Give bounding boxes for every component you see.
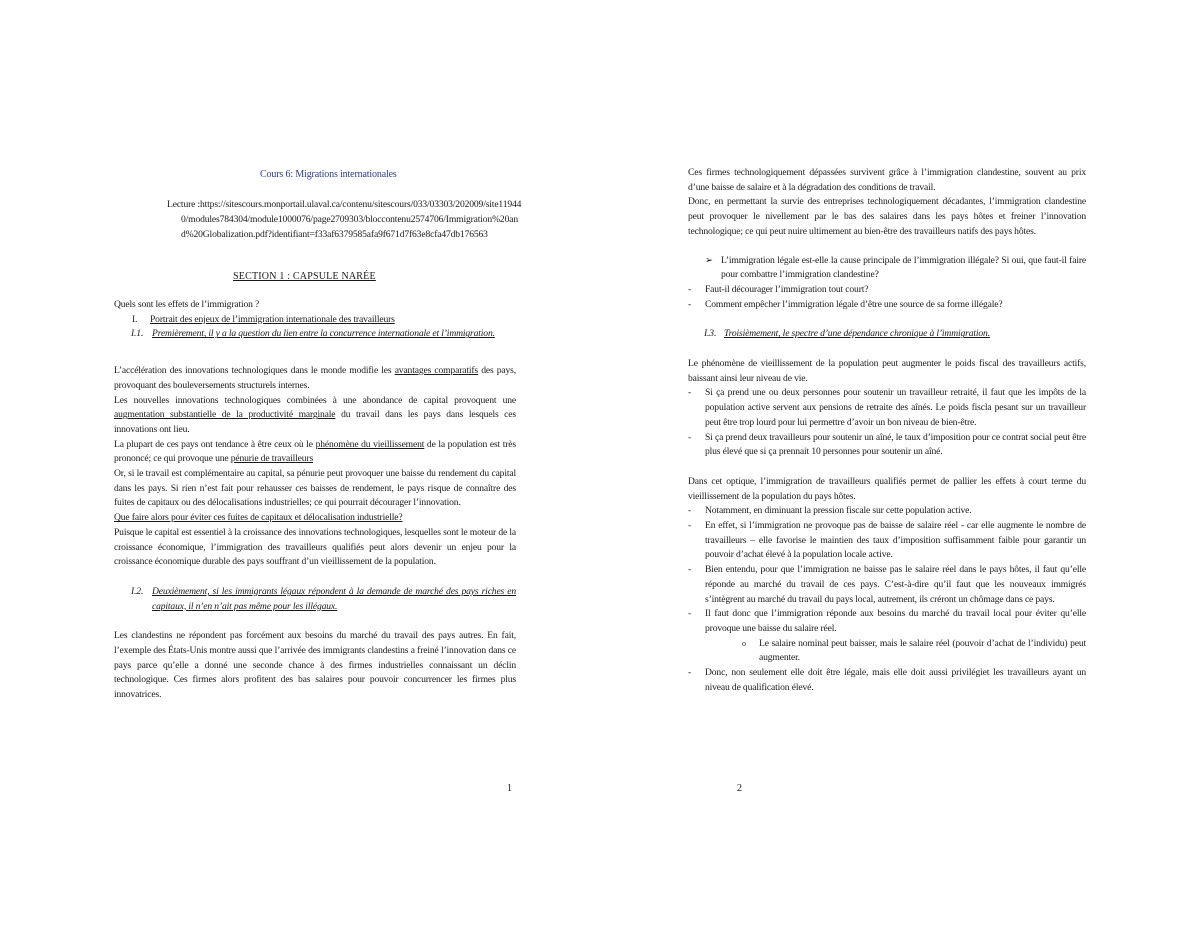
paragraph (114, 394, 516, 438)
paragraph: Dans cet optique, l’immigration de travailleurs qualifiés permet de pallier les effets à court terme du vieillissement de la population du pays hôtes. (688, 475, 1086, 502)
paragraph (114, 364, 516, 393)
list-item: - Il faut donc que l’immigration réponde aux besoins du marché du travail local pour éviter qu’elle provoque une baisse du salaire réel. (688, 607, 1086, 636)
underlined-text: avantages comparatifs (394, 365, 479, 377)
arrow-bullet-icon: ➢ (705, 254, 713, 266)
page-number: 2 (737, 783, 742, 794)
list-item: - Faut-il décourager l’immigration tout court? (688, 283, 1086, 298)
question-text: Quels sont les effets de l’immigration ? (114, 299, 260, 310)
nested-list-item (740, 637, 1086, 666)
course-title: Cours 6: Migrations internationales (260, 169, 397, 180)
paragraph: Ces firmes technologiquement dépassées survivent grâce à l’immigration clandestine, souvent au prix d’une baisse de salaire et à la dégradation des conditions de travail. (688, 167, 1086, 193)
list-item: - En effet, si l’immigration ne provoque pas de baisse de salaire réel - car elle augmente le nombre de travailleurs – elle favorise le maintien des taux d’imposition suffisamment faible pour garantir un pouvoir d’achat élevé à la population locale active. (688, 519, 1086, 563)
paragraph: Donc, en permettant la survie des entreprises technologiquement décadantes, l’immigration clandestine peut provoquer le nivellement par le bas des salaires dans les pays hôtes et freiner l’innovation technologique; ce qui peut nuire ultimement au bien-être des travailleurs natifs des pays hôtes. (688, 196, 1086, 237)
page1-body (114, 298, 516, 703)
bullet-list (688, 504, 1086, 636)
outline-number: I. (132, 313, 138, 325)
list-item: - Donc, non seulement elle doit être légale, mais elle doit aussi privilégiet les travailleurs ayant un niveau de qualification élevé. (688, 666, 1086, 695)
underlined-text: pénurie de travailleurs (230, 453, 314, 465)
subsection-heading-3 (704, 327, 1086, 342)
bullet-list (688, 386, 1086, 460)
subsection-text: Troisièmement, le spectre d’une dépendance chronique à l’immigration. (724, 328, 990, 340)
paragraph: Puisque le capital est essentiel à la croissance des innovations technologiques, lesquelles sont le moteur de la croissance économique, l’immigration des travailleurs qualifiés peut alors devenir un enjeu pour la croissance économique durable des pays souffrant d’un vieillissement de la population. (114, 526, 516, 568)
paragraph: Le phénomène de vieillissement de la population peut augmenter le poids fiscal des travailleurs actifs, baissant ainsi leur niveau de vie. (688, 358, 1086, 384)
outline-text: Portrait des enjeux de l’immigration internationale des travailleurs (150, 313, 395, 325)
text: du travail dans les pays dans lesquels ces innovations ont lieu. (114, 409, 516, 435)
reading-reference: Lecture :https://sitescours.monportail.ulaval.ca/contenu/sitescours/033/03303/202009/site119440/modules784304/module1000076/page2709303/bloccontenu2574706/Immigration%20and%20Globalization.pdf?identifiant=f33af6379585afa9f671d7f63e8cfa47db176563 (167, 199, 522, 240)
arrow-question (704, 254, 1086, 283)
underlined-text: augmentation substantielle de la productivité marginale (114, 409, 336, 421)
list-item: - Comment empêcher l’immigration légale d’être une source de sa forme illégale? (688, 298, 1086, 313)
list-item: - Notamment, en diminuant la pression fiscale sur cette population active. (688, 504, 1086, 519)
paragraph: Les clandestins ne répondent pas forcément aux besoins du marché du travail des pays autres. En fait, l’exemple des États-Unis montre aussi que l’arrivée des immigrants clandestins a freiné l’innovation dans ce pays parce qu’elle a donné une seconde chance à des firmes industrielles connaissant un déclin technologique. Ces firmes alors profitent des bas salaires pour pouvoir concurrencer les firmes plus innovatrices. (114, 630, 516, 701)
document-page-2 (600, 0, 1200, 927)
subsection-text: Premièrement, il y a la question du lien entre la concurrence internationale et l’immigration. (152, 328, 495, 340)
subsection-number: I.3. (704, 328, 717, 340)
question-list (688, 283, 1086, 312)
page-number: 1 (507, 783, 512, 794)
subsection-text: Deuxièmement, si les immigrants légaux répondent à la demande de marché des pays riches en capitaux, il n’en n’ait pas même pour les illégaux. (152, 585, 516, 612)
circle-bullet-icon: o (742, 638, 746, 648)
subsection-number: I.2. (131, 585, 144, 597)
list-item: - Si ça prend une ou deux personnes pour soutenir un travailleur retraité, il faut que les impôts de la population active servent aux pensions de retraite des aînés. Le poids fiscla pesant sur un travailleur peut être trop lourd pour lui permettre d’avoir un bon niveau de bien-être. (688, 386, 1086, 430)
outline-item-1 (132, 313, 516, 328)
bullet-list (688, 666, 1086, 695)
question-text: L’immigration légale est-elle la cause principale de l’immigration illégale? Si oui, que faut-il faire pour combattre l’immigration clandestine? (721, 254, 1086, 281)
paragraph: Or, si le travail est complémentaire au capital, sa pénurie peut provoquer une baisse du rendement du capital dans les pays. Si rien n’est fait pour rehausser ces baisses de rendement, le pays risque de connaître des fuites de capitaux ou des délocalisations industrielles; ce qui pourrait décourager l’innovation. (114, 468, 516, 509)
page2-body (688, 166, 1086, 696)
paragraph (114, 438, 516, 467)
subsection-heading-2 (131, 585, 516, 614)
text: de la population est très prononcé; ce qui provoque une (114, 438, 516, 465)
text: La plupart de ces pays ont tendance à être ceux où le (114, 438, 316, 450)
list-item: - Si ça prend deux travailleurs pour soutenir un aîné, le taux d’imposition pour ce contrat social peut être plus élevé que si ça prennait 10 personnes pour soutenir un aîné. (688, 431, 1086, 460)
text: L’accélération des innovations technologiques dans le monde modifie les (114, 365, 395, 377)
underlined-question: Que faire alors pour éviter ces fuites de capitaux et délocalisation industrielle? (114, 512, 403, 524)
text: Les nouvelles innovations technologiques combinées à une abondance de capital provoquent une (114, 394, 516, 406)
subsection-heading-1 (131, 327, 516, 342)
section-heading: SECTION 1 : CAPSULE NARÉE (233, 271, 376, 282)
text: des pays, provoquant des bouleversements structurels internes. (114, 365, 517, 391)
nested-item-text: Le salaire nominal peut baisser, mais le salaire réel (pouvoir d’achat de l’individu) peut augmenter. (759, 637, 1086, 664)
list-item: - Bien entendu, pour que l’immigration ne baisse pas le salaire réel dans le pays hôtes, il faut qu’elle réponde au marché du travail de ces pays. C’est-à-dire qu’il faut que les nouveaux immigrés s’intègrent au marché du travail du pays local, autrement, ils créront un chômage dans ce pays. (688, 563, 1086, 607)
subsection-number: I.1. (131, 328, 144, 340)
underlined-text: phénomène du vieillissement (315, 438, 425, 450)
